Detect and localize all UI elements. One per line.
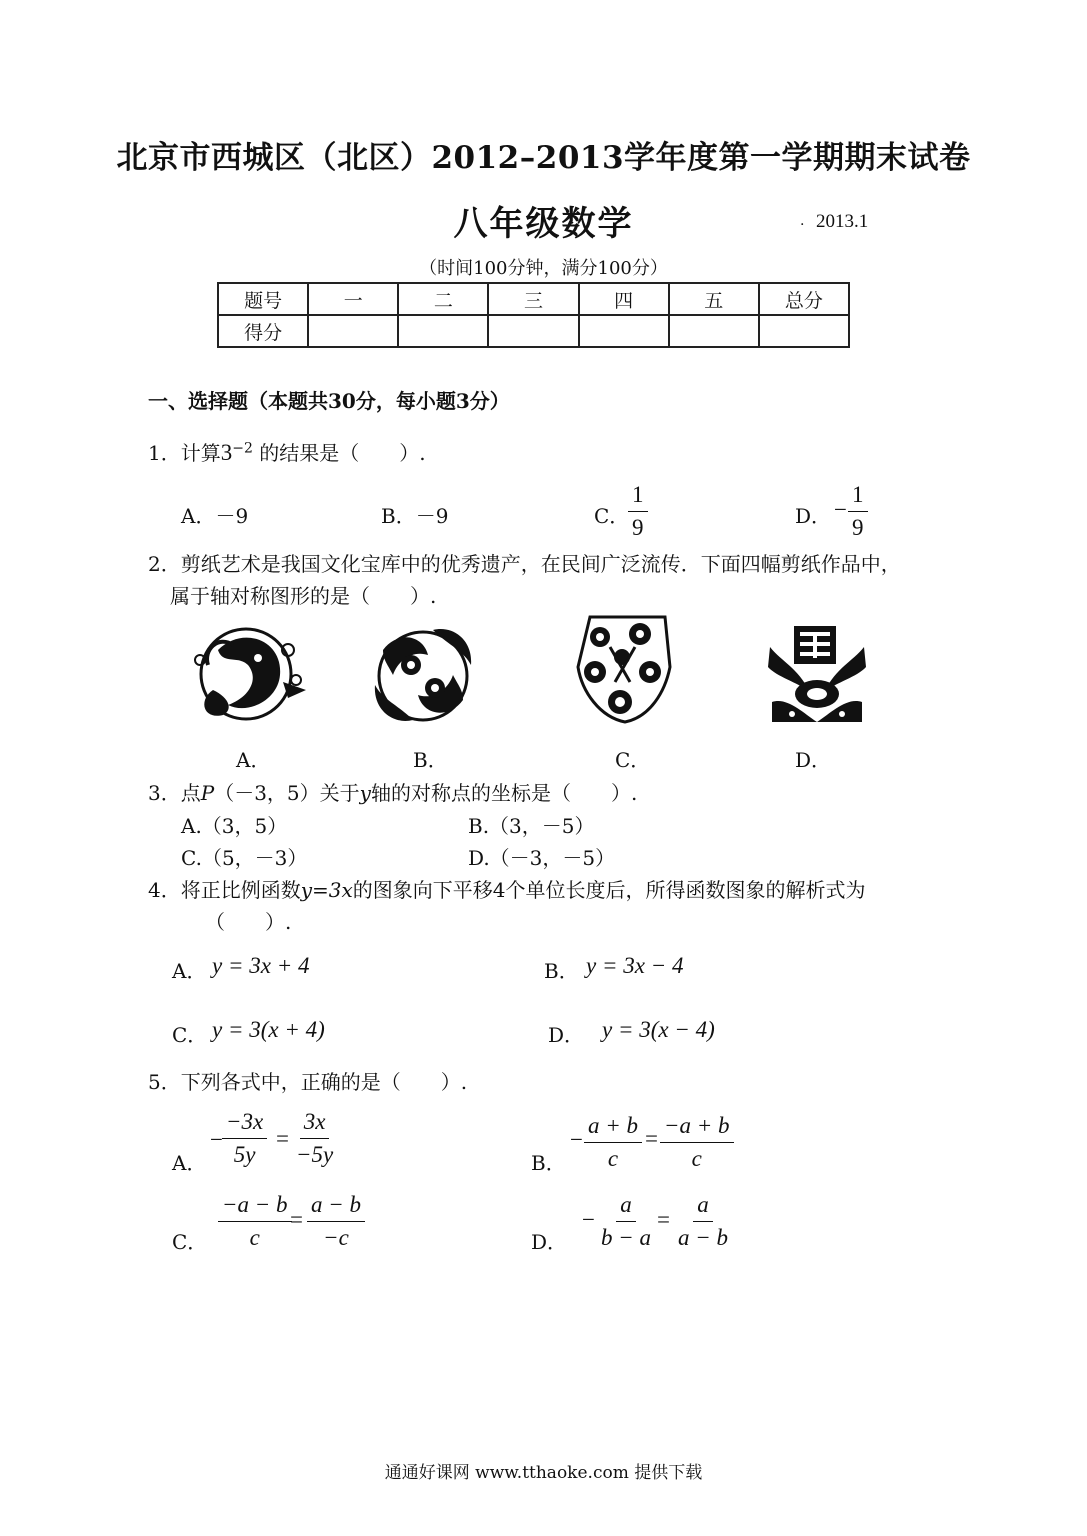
q3-option-c[interactable]: C.（5，－3） <box>181 846 308 870</box>
score-cell: 一 <box>308 283 398 315</box>
question-2-line1: 2．剪纸艺术是我国文化宝库中的优秀遗产，在民间广泛流传．下面四幅剪纸作品中， <box>148 552 901 576</box>
score-blank-cell[interactable] <box>669 315 759 347</box>
q5-b-right-fraction: $\frac{-a + b}{c}$ <box>660 1112 734 1173</box>
date-dot: . <box>800 213 805 229</box>
score-cell: 总分 <box>759 283 849 315</box>
score-cell: 五 <box>669 283 759 315</box>
q3-option-a[interactable]: A.（3，5） <box>181 814 288 838</box>
q5-d-left-sign: − <box>582 1207 595 1232</box>
double-happiness-birds-papercut-icon <box>762 622 872 727</box>
q1-option-b[interactable]: B．－9 <box>381 504 449 528</box>
q5-option-d-label[interactable]: D． <box>531 1230 568 1254</box>
time-info: （时间100分钟，满分100分） <box>419 258 668 279</box>
q5-b-left-fraction: $\frac{a + b}{c}$ <box>584 1112 642 1173</box>
q1-option-a[interactable]: A．－9 <box>181 504 249 528</box>
subject-title: 八年级数学 <box>453 204 634 244</box>
q5-d-equals: = <box>657 1207 670 1232</box>
q4-option-d-label[interactable]: D． <box>548 1023 585 1047</box>
q5-a-equals: = <box>276 1126 289 1151</box>
exam-title: 北京市西城区（北区）2012–2013学年度第一学期期末试卷 <box>116 140 971 176</box>
question-2-line2: 属于轴对称图形的是（ ）. <box>170 584 437 608</box>
fish-papercut-icon <box>188 620 308 725</box>
score-table <box>217 282 850 348</box>
q5-a-right-fraction: $\frac{3x}{-5y}$ <box>296 1109 334 1167</box>
q5-d-left-fraction: $\frac{a}{b - a}$ <box>601 1192 652 1250</box>
score-blank-cell[interactable] <box>579 315 669 347</box>
question-4-line2: （ ）. <box>205 910 292 934</box>
q2-option-d[interactable]: D． <box>795 748 832 772</box>
score-blank-cell[interactable] <box>759 315 849 347</box>
q5-d-right-fraction: $\frac{a}{a - b}$ <box>678 1192 729 1250</box>
q5-option-c-label[interactable]: C． <box>172 1230 208 1254</box>
page-footer: 通通好课网 www.tthaoke.com 提供下载 <box>384 1463 703 1483</box>
q1-option-d-label[interactable]: D． <box>795 504 832 528</box>
score-blank-cell[interactable] <box>488 315 578 347</box>
q3-option-b[interactable]: B.（3，－5） <box>468 814 595 838</box>
q5-c-equals: = <box>290 1207 303 1232</box>
q5-option-b-label[interactable]: B． <box>531 1151 566 1175</box>
q2-option-b[interactable]: B． <box>413 748 448 772</box>
q5-a-left-sign: − <box>210 1127 223 1152</box>
q1-option-d-sign: − <box>834 497 847 522</box>
q5-c-left-fraction: $\frac{-a - b}{c}$ <box>218 1191 292 1252</box>
q4-option-b-label[interactable]: B． <box>544 959 579 983</box>
q3-option-d[interactable]: D.（－3，－5） <box>468 846 616 870</box>
q4-option-b-expr: y = 3x − 4 <box>586 953 684 978</box>
score-cell: 四 <box>579 283 669 315</box>
score-table-score-row <box>218 315 849 347</box>
q5-c-right-fraction: $\frac{a - b}{-c}$ <box>307 1191 365 1252</box>
question-5: 5．下列各式中，正确的是（ ）. <box>148 1070 468 1094</box>
q5-b-equals: = <box>645 1126 658 1151</box>
q4-option-d-expr: y = 3(x − 4) <box>602 1017 715 1042</box>
question-1: 1．计算$3^{-2}$ 的结果是（ ）. <box>148 440 426 465</box>
score-blank-cell[interactable] <box>398 315 488 347</box>
q5-a-left-fraction: $\frac{-3x}{5y}$ <box>222 1108 267 1169</box>
q5-option-a-label[interactable]: A． <box>172 1151 207 1175</box>
score-table-header-row <box>218 283 849 315</box>
question-3: 3．点P（－3，5）关于y轴的对称点的坐标是（ ）. <box>148 781 638 805</box>
q4-option-c-label[interactable]: C． <box>172 1023 208 1047</box>
butterfly-papercut-icon <box>363 620 483 730</box>
flower-vase-papercut-icon <box>570 612 680 727</box>
score-cell: 二 <box>398 283 488 315</box>
score-cell: 得分 <box>218 315 308 347</box>
q1-option-c-fraction: $\frac{1}{9}$ <box>628 481 648 542</box>
q4-option-c-expr: y = 3(x + 4) <box>212 1017 325 1042</box>
q2-option-c[interactable]: C． <box>615 748 651 772</box>
score-cell: 题号 <box>218 283 308 315</box>
q2-option-a[interactable]: A． <box>236 748 271 772</box>
q4-option-a-label[interactable]: A． <box>172 959 207 983</box>
q5-b-left-sign: − <box>570 1127 583 1152</box>
question-4-line1: 4．将正比例函数y=3x的图象向下平移4个单位长度后，所得函数图象的解析式为 <box>148 878 866 902</box>
q4-option-a-expr: y = 3x + 4 <box>212 953 310 978</box>
q1-option-c-label[interactable]: C． <box>594 504 630 528</box>
score-cell: 三 <box>488 283 578 315</box>
exam-date: 2013.1 <box>816 211 869 232</box>
section-heading: 一、选择题（本题共30分，每小题3分） <box>148 389 510 413</box>
score-blank-cell[interactable] <box>308 315 398 347</box>
q1-option-d-fraction: $\frac{1}{9}$ <box>848 481 868 542</box>
